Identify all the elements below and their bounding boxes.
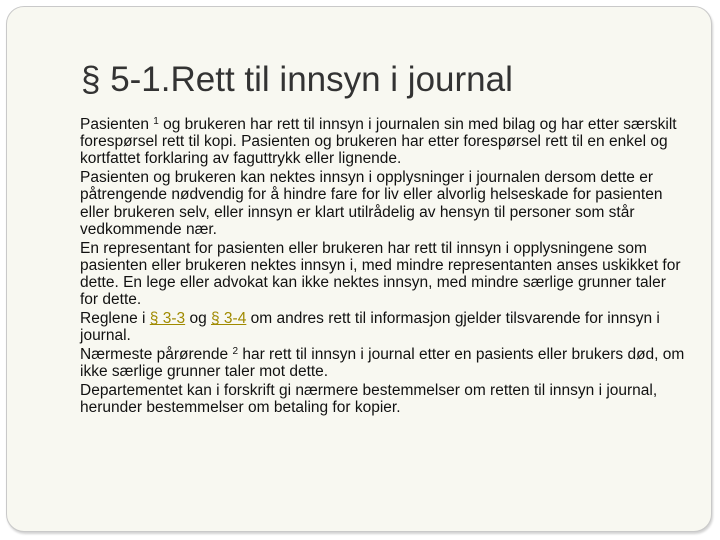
paragraph-4-text-a: Reglene i [80,310,150,328]
paragraph-6-text: Departementet kan i forskrift gi nærmere bestemmelser om retten til innsyn i journal, herunder bestemmelser om betaling for kopier. [80,382,658,417]
paragraph-5-text-a: Nærmeste pårørende [80,346,233,364]
paragraph-4-text-c: om andres rett til informasjon gjelder tilsvarende for innsyn i journal. [80,310,660,345]
paragraph-3-text: En representant for pasienten eller brukeren har rett til innsyn i opplysningene som pasienten eller brukeren nektes innsyn i, med mindre representanten anses uskikket for dette. En lege eller advokat kan ikke nektes innsyn, med mindre særlige grunner taler for dette. [80,239,681,309]
paragraph-2 [80,169,686,238]
slide-body [80,116,686,418]
paragraph-5-text-b: har rett til innsyn i journal etter en pasients eller brukers død, om ikke særlige grunner taler mot dette. [80,346,685,381]
paragraph-1 [80,116,686,168]
law-link-3-4[interactable]: § 3-4 [211,310,247,328]
paragraph-1-text-b: og brukeren har rett til innsyn i journalen sin med bilag og har etter særskilt forespørsel rett til kopi. Pasienten og brukeren har etter forespørsel rett til en enkel og kortfattet forklaring av faguttrykk eller lignende. [80,116,677,168]
slide-title: § 5-1.Rett til innsyn i journal [81,60,513,99]
footnote-marker-2: 2 [232,346,239,358]
paragraph-6 [80,382,686,416]
paragraph-3 [80,240,686,309]
paragraph-2-text: Pasienten og brukeren kan nektes innsyn i opplysninger i journalen dersom dette er påtrengende nødvendig for å hindre fare for liv eller alvorlig helseskade for pasienten eller brukeren selv, eller innsyn er klart utilrådelig av hensyn til personer som står vedkommende nær. [80,169,663,238]
paragraph-4 [80,310,686,344]
paragraph-4-text-b: og [185,310,211,328]
paragraph-1-text-a: Pasienten [80,116,154,133]
paragraph-5 [80,346,686,380]
footnote-marker-1: 1 [153,116,159,127]
law-link-3-3[interactable]: § 3-3 [149,310,186,328]
